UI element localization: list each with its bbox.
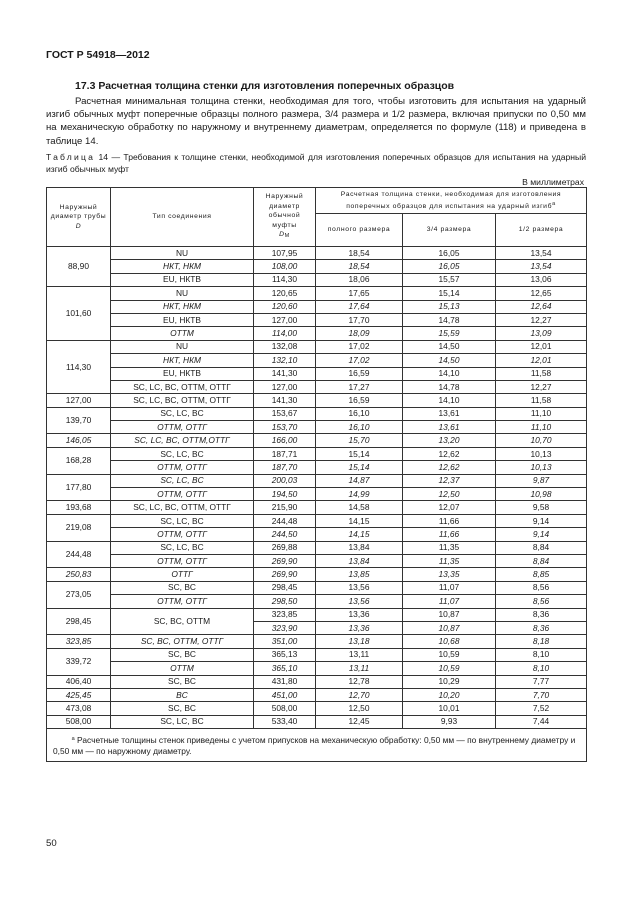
cell-connection-type: SC, LC, BC — [111, 407, 254, 420]
cell-half-size: 13,09 — [496, 327, 587, 340]
col-calc-group — [316, 188, 587, 214]
col-half-size: 1/2 размера — [496, 214, 587, 247]
col-outer-diameter-label: Наружный диаметр трубы — [50, 203, 107, 221]
cell-full-size: 17,02 — [316, 354, 403, 367]
cell-full-size: 13,36 — [316, 621, 403, 634]
cell-coupling-diameter: 108,00 — [254, 260, 316, 273]
cell-coupling-diameter: 365,13 — [254, 648, 316, 661]
cell-connection-type: EU, НКТВ — [111, 367, 254, 380]
cell-outer-diameter: 298,45 — [47, 608, 111, 635]
page-number: 50 — [46, 838, 57, 849]
cell-coupling-diameter: 127,00 — [254, 313, 316, 326]
cell-full-size: 12,50 — [316, 702, 403, 715]
cell-coupling-diameter: 508,00 — [254, 702, 316, 715]
cell-half-size: 11,58 — [496, 367, 587, 380]
cell-full-size: 14,87 — [316, 474, 403, 487]
cell-half-size: 10,13 — [496, 461, 587, 474]
table-row — [47, 501, 587, 514]
cell-coupling-diameter: 215,90 — [254, 501, 316, 514]
cell-coupling-diameter: 323,85 — [254, 608, 316, 621]
paragraph-text: Расчетная минимальная толщина стенки, необходимая для того, чтобы изготовить для испытания на ударный изгиб обычных муфт поперечные образцы полного размера, 3/4 размера и 1/2 размера, включая припуски по 0,50 мм на механическую обработку по наружному и внутреннему диаметрам, определяется по формуле (118) и приведена в таблице 14. — [46, 96, 586, 147]
cell-coupling-diameter: 120,60 — [254, 300, 316, 313]
cell-half-size: 8,84 — [496, 554, 587, 567]
cell-full-size: 13,56 — [316, 595, 403, 608]
caption-text: 14 — Требования к толщине стенки, необходимой для изготовления поперечных образцов для испытания на ударный изгиб обычных муфт — [46, 152, 586, 174]
col-calc-group-label: Расчетная толщина стенки, необходимая для изготовления поперечных образцов для испытания на ударный изгиб — [340, 191, 562, 210]
cell-outer-diameter: 219,08 — [47, 514, 111, 541]
cell-connection-type: EU, НКТВ — [111, 273, 254, 286]
cell-three-quarter-size: 11,07 — [403, 595, 496, 608]
table-row — [47, 595, 587, 608]
cell-outer-diameter: 273,05 — [47, 581, 111, 608]
cell-half-size: 7,44 — [496, 715, 587, 728]
table-row — [47, 461, 587, 474]
cell-connection-type: NU — [111, 340, 254, 353]
cell-connection-type: ОТТГ — [111, 568, 254, 581]
table-row — [47, 421, 587, 434]
cell-half-size: 12,64 — [496, 300, 587, 313]
cell-half-size: 12,01 — [496, 340, 587, 353]
cell-full-size: 13,85 — [316, 568, 403, 581]
cell-connection-type: EU, НКТВ — [111, 313, 254, 326]
cell-full-size: 16,59 — [316, 394, 403, 407]
cell-half-size: 8,10 — [496, 662, 587, 675]
table-row — [47, 380, 587, 393]
cell-full-size: 13,11 — [316, 662, 403, 675]
cell-half-size: 7,70 — [496, 688, 587, 701]
cell-three-quarter-size: 15,57 — [403, 273, 496, 286]
cell-half-size: 8,85 — [496, 568, 587, 581]
cell-outer-diameter: 168,28 — [47, 447, 111, 474]
cell-three-quarter-size: 10,59 — [403, 648, 496, 661]
cell-connection-type: SC, LC, BC, ОТТМ, ОТТГ — [111, 380, 254, 393]
cell-half-size: 8,36 — [496, 608, 587, 621]
cell-connection-type: ОТТМ, ОТТГ — [111, 595, 254, 608]
cell-three-quarter-size: 15,59 — [403, 327, 496, 340]
cell-three-quarter-size: 14,10 — [403, 367, 496, 380]
cell-three-quarter-size: 15,14 — [403, 287, 496, 300]
table-row — [47, 394, 587, 407]
cell-full-size: 18,06 — [316, 273, 403, 286]
cell-full-size: 12,45 — [316, 715, 403, 728]
cell-outer-diameter: 146,05 — [47, 434, 111, 447]
cell-coupling-diameter: 298,50 — [254, 595, 316, 608]
cell-full-size: 13,18 — [316, 635, 403, 648]
cell-outer-diameter: 127,00 — [47, 394, 111, 407]
header-row-1 — [47, 188, 587, 214]
table-row — [47, 541, 587, 554]
cell-coupling-diameter: 365,10 — [254, 662, 316, 675]
cell-outer-diameter: 425,45 — [47, 688, 111, 701]
table-row — [47, 635, 587, 648]
cell-connection-type: SC, BC, ОТТМ — [111, 608, 254, 635]
cell-full-size: 15,14 — [316, 447, 403, 460]
table-row — [47, 287, 587, 300]
cell-half-size: 13,06 — [496, 273, 587, 286]
footnote-row — [47, 729, 587, 762]
cell-half-size: 12,01 — [496, 354, 587, 367]
cell-coupling-diameter: 107,95 — [254, 247, 316, 260]
cell-outer-diameter: 406,40 — [47, 675, 111, 688]
cell-coupling-diameter: 451,00 — [254, 688, 316, 701]
table-row — [47, 702, 587, 715]
cell-outer-diameter: 250,83 — [47, 568, 111, 581]
document-header: ГОСТ Р 54918—2012 — [46, 49, 150, 61]
table-row — [47, 688, 587, 701]
cell-full-size: 15,70 — [316, 434, 403, 447]
cell-three-quarter-size: 14,78 — [403, 313, 496, 326]
cell-full-size: 12,70 — [316, 688, 403, 701]
cell-coupling-diameter: 127,00 — [254, 380, 316, 393]
cell-connection-type: ОТТМ, ОТТГ — [111, 528, 254, 541]
cell-outer-diameter: 139,70 — [47, 407, 111, 434]
cell-full-size: 18,54 — [316, 260, 403, 273]
cell-half-size: 8,56 — [496, 581, 587, 594]
cell-half-size: 8,18 — [496, 635, 587, 648]
section-paragraph — [46, 95, 586, 148]
cell-half-size: 8,10 — [496, 648, 587, 661]
table-row — [47, 662, 587, 675]
col-connection-type: Тип соединения — [111, 188, 254, 247]
cell-connection-type: SC, BC — [111, 702, 254, 715]
col-full-size: полного размера — [316, 214, 403, 247]
cell-coupling-diameter: 153,70 — [254, 421, 316, 434]
cell-outer-diameter: 177,80 — [47, 474, 111, 501]
cell-full-size: 13,84 — [316, 554, 403, 567]
cell-coupling-diameter: 244,48 — [254, 514, 316, 527]
cell-coupling-diameter: 132,08 — [254, 340, 316, 353]
table-row — [47, 247, 587, 260]
cell-full-size: 17,65 — [316, 287, 403, 300]
cell-connection-type: SC, LC, BC — [111, 541, 254, 554]
table-row — [47, 407, 587, 420]
cell-full-size: 13,36 — [316, 608, 403, 621]
cell-half-size: 8,36 — [496, 621, 587, 634]
cell-three-quarter-size: 14,50 — [403, 354, 496, 367]
cell-connection-type: SC, BC — [111, 581, 254, 594]
cell-three-quarter-size: 10,20 — [403, 688, 496, 701]
cell-coupling-diameter: 187,71 — [254, 447, 316, 460]
cell-outer-diameter: 244,48 — [47, 541, 111, 568]
table-row — [47, 675, 587, 688]
cell-three-quarter-size: 12,62 — [403, 447, 496, 460]
cell-coupling-diameter: 132,10 — [254, 354, 316, 367]
table-row — [47, 648, 587, 661]
footnote-text: Расчетные толщины стенок приведены с учетом припусков на механическую обработку: 0,50 мм — по внутреннему диаметру и 0,50 мм — по наружному диаметру. — [53, 735, 576, 757]
cell-coupling-diameter: 533,40 — [254, 715, 316, 728]
cell-connection-type: NU — [111, 247, 254, 260]
cell-half-size: 9,14 — [496, 528, 587, 541]
col-three-quarter-size: 3/4 размера — [403, 214, 496, 247]
cell-connection-type: SC, LC, BC — [111, 514, 254, 527]
table-row — [47, 488, 587, 501]
cell-half-size: 12,27 — [496, 380, 587, 393]
cell-half-size: 10,13 — [496, 447, 587, 460]
table-row — [47, 273, 587, 286]
cell-connection-type: NU — [111, 287, 254, 300]
cell-connection-type: ОТТМ, ОТТГ — [111, 421, 254, 434]
cell-outer-diameter: 101,60 — [47, 287, 111, 341]
cell-three-quarter-size: 10,29 — [403, 675, 496, 688]
cell-three-quarter-size: 13,61 — [403, 421, 496, 434]
cell-half-size: 7,52 — [496, 702, 587, 715]
cell-full-size: 13,84 — [316, 541, 403, 554]
table-row — [47, 514, 587, 527]
cell-connection-type: SC, LC, BC — [111, 447, 254, 460]
cell-half-size: 11,10 — [496, 421, 587, 434]
cell-coupling-diameter: 141,30 — [254, 367, 316, 380]
col-outer-diameter — [47, 188, 111, 247]
cell-three-quarter-size: 11,07 — [403, 581, 496, 594]
cell-three-quarter-size: 11,66 — [403, 528, 496, 541]
cell-connection-type: ОТТМ — [111, 662, 254, 675]
cell-connection-type: SC, BC — [111, 648, 254, 661]
cell-connection-type: ОТТМ, ОТТГ — [111, 461, 254, 474]
cell-full-size: 17,27 — [316, 380, 403, 393]
cell-coupling-diameter: 323,90 — [254, 621, 316, 634]
table-row — [47, 434, 587, 447]
cell-outer-diameter: 508,00 — [47, 715, 111, 728]
cell-coupling-diameter: 269,88 — [254, 541, 316, 554]
table-row — [47, 554, 587, 567]
cell-three-quarter-size: 13,61 — [403, 407, 496, 420]
cell-coupling-diameter: 153,67 — [254, 407, 316, 420]
cell-coupling-diameter: 269,90 — [254, 568, 316, 581]
cell-outer-diameter: 193,68 — [47, 501, 111, 514]
cell-outer-diameter: 323,85 — [47, 635, 111, 648]
cell-half-size: 13,54 — [496, 247, 587, 260]
cell-half-size: 11,10 — [496, 407, 587, 420]
cell-coupling-diameter: 187,70 — [254, 461, 316, 474]
cell-three-quarter-size: 16,05 — [403, 247, 496, 260]
cell-three-quarter-size: 10,59 — [403, 662, 496, 675]
table-caption — [46, 152, 586, 175]
cell-full-size: 17,70 — [316, 313, 403, 326]
cell-half-size: 12,65 — [496, 287, 587, 300]
cell-connection-type: SC, BC, ОТТМ, ОТТГ — [111, 635, 254, 648]
table-row — [47, 568, 587, 581]
cell-three-quarter-size: 15,13 — [403, 300, 496, 313]
col-outer-diameter-symbol: D — [75, 222, 82, 230]
cell-three-quarter-size: 11,35 — [403, 554, 496, 567]
cell-half-size: 8,84 — [496, 541, 587, 554]
cell-three-quarter-size: 14,10 — [403, 394, 496, 407]
cell-three-quarter-size: 10,87 — [403, 608, 496, 621]
cell-full-size: 14,15 — [316, 528, 403, 541]
cell-half-size: 9,87 — [496, 474, 587, 487]
cell-three-quarter-size: 10,87 — [403, 621, 496, 634]
table-row — [47, 528, 587, 541]
table-row — [47, 715, 587, 728]
cell-full-size: 13,11 — [316, 648, 403, 661]
units-note: В миллиметрах — [522, 177, 584, 187]
table-row — [47, 581, 587, 594]
table-row — [47, 608, 587, 621]
cell-connection-type: SC, LC, BC, ОТТМ,ОТТГ — [111, 434, 254, 447]
cell-connection-type: SC, LC, BC — [111, 715, 254, 728]
footnote-mark: a — [71, 736, 75, 743]
cell-coupling-diameter: 244,50 — [254, 528, 316, 541]
cell-half-size: 10,70 — [496, 434, 587, 447]
cell-half-size: 12,27 — [496, 313, 587, 326]
cell-three-quarter-size: 13,20 — [403, 434, 496, 447]
cell-three-quarter-size: 11,66 — [403, 514, 496, 527]
cell-coupling-diameter: 166,00 — [254, 434, 316, 447]
cell-connection-type: SC, LC, BC, ОТТМ, ОТТГ — [111, 394, 254, 407]
table-body — [47, 247, 587, 729]
cell-full-size: 12,78 — [316, 675, 403, 688]
cell-half-size: 13,54 — [496, 260, 587, 273]
cell-full-size: 16,59 — [316, 367, 403, 380]
cell-full-size: 17,02 — [316, 340, 403, 353]
col-coupling-symbol: D — [279, 231, 285, 239]
cell-coupling-diameter: 200,03 — [254, 474, 316, 487]
cell-coupling-diameter: 269,90 — [254, 554, 316, 567]
cell-half-size: 11,58 — [496, 394, 587, 407]
col-coupling-sub: M — [284, 233, 290, 240]
cell-three-quarter-size: 9,93 — [403, 715, 496, 728]
table-footnote — [47, 729, 587, 762]
cell-connection-type: НКТ, НКМ — [111, 300, 254, 313]
cell-coupling-diameter: 431,80 — [254, 675, 316, 688]
cell-three-quarter-size: 10,68 — [403, 635, 496, 648]
cell-full-size: 14,99 — [316, 488, 403, 501]
table-row — [47, 313, 587, 326]
cell-connection-type: ОТТМ, ОТТГ — [111, 554, 254, 567]
cell-three-quarter-size: 14,50 — [403, 340, 496, 353]
cell-three-quarter-size: 13,35 — [403, 568, 496, 581]
cell-connection-type: SC, LC, BC, ОТТМ, ОТТГ — [111, 501, 254, 514]
cell-three-quarter-size: 11,35 — [403, 541, 496, 554]
table-row — [47, 327, 587, 340]
cell-full-size: 18,09 — [316, 327, 403, 340]
cell-three-quarter-size: 10,01 — [403, 702, 496, 715]
col-coupling-diameter — [254, 188, 316, 247]
cell-connection-type: НКТ, НКМ — [111, 354, 254, 367]
cell-full-size: 16,10 — [316, 407, 403, 420]
cell-full-size: 17,64 — [316, 300, 403, 313]
cell-connection-type: SC, LC, BC — [111, 474, 254, 487]
table-row — [47, 354, 587, 367]
cell-coupling-diameter: 114,00 — [254, 327, 316, 340]
cell-coupling-diameter: 141,30 — [254, 394, 316, 407]
cell-connection-type: ОТТМ, ОТТГ — [111, 488, 254, 501]
cell-half-size: 9,58 — [496, 501, 587, 514]
cell-outer-diameter: 114,30 — [47, 340, 111, 394]
cell-half-size: 9,14 — [496, 514, 587, 527]
cell-full-size: 18,54 — [316, 247, 403, 260]
cell-connection-type: SC, BC — [111, 675, 254, 688]
cell-half-size: 10,98 — [496, 488, 587, 501]
cell-outer-diameter: 473,08 — [47, 702, 111, 715]
cell-outer-diameter: 88,90 — [47, 247, 111, 287]
table-row — [47, 447, 587, 460]
table-row — [47, 260, 587, 273]
cell-three-quarter-size: 12,62 — [403, 461, 496, 474]
cell-three-quarter-size: 12,07 — [403, 501, 496, 514]
cell-connection-type: BC — [111, 688, 254, 701]
cell-connection-type: НКТ, НКМ — [111, 260, 254, 273]
section-heading: 17.3 Расчетная толщина стенки для изготовления поперечных образцов — [75, 80, 455, 92]
cell-coupling-diameter: 120,65 — [254, 287, 316, 300]
cell-half-size: 7,77 — [496, 675, 587, 688]
cell-three-quarter-size: 12,37 — [403, 474, 496, 487]
table-row — [47, 367, 587, 380]
col-calc-sup: a — [552, 200, 556, 207]
cell-three-quarter-size: 12,50 — [403, 488, 496, 501]
cell-coupling-diameter: 298,45 — [254, 581, 316, 594]
caption-label: Таблица — [46, 152, 96, 162]
cell-three-quarter-size: 16,05 — [403, 260, 496, 273]
wall-thickness-table — [46, 187, 587, 762]
cell-three-quarter-size: 14,78 — [403, 380, 496, 393]
cell-coupling-diameter: 194,50 — [254, 488, 316, 501]
cell-outer-diameter: 339,72 — [47, 648, 111, 675]
table-row — [47, 474, 587, 487]
cell-full-size: 16,10 — [316, 421, 403, 434]
cell-coupling-diameter: 351,00 — [254, 635, 316, 648]
cell-full-size: 15,14 — [316, 461, 403, 474]
table-row — [47, 340, 587, 353]
col-coupling-diameter-label: Наружный диаметр обычной муфты — [265, 193, 304, 229]
cell-full-size: 14,58 — [316, 501, 403, 514]
cell-connection-type: ОТТМ — [111, 327, 254, 340]
cell-half-size: 8,56 — [496, 595, 587, 608]
cell-full-size: 14,15 — [316, 514, 403, 527]
cell-full-size: 13,56 — [316, 581, 403, 594]
cell-coupling-diameter: 114,30 — [254, 273, 316, 286]
table-row — [47, 300, 587, 313]
